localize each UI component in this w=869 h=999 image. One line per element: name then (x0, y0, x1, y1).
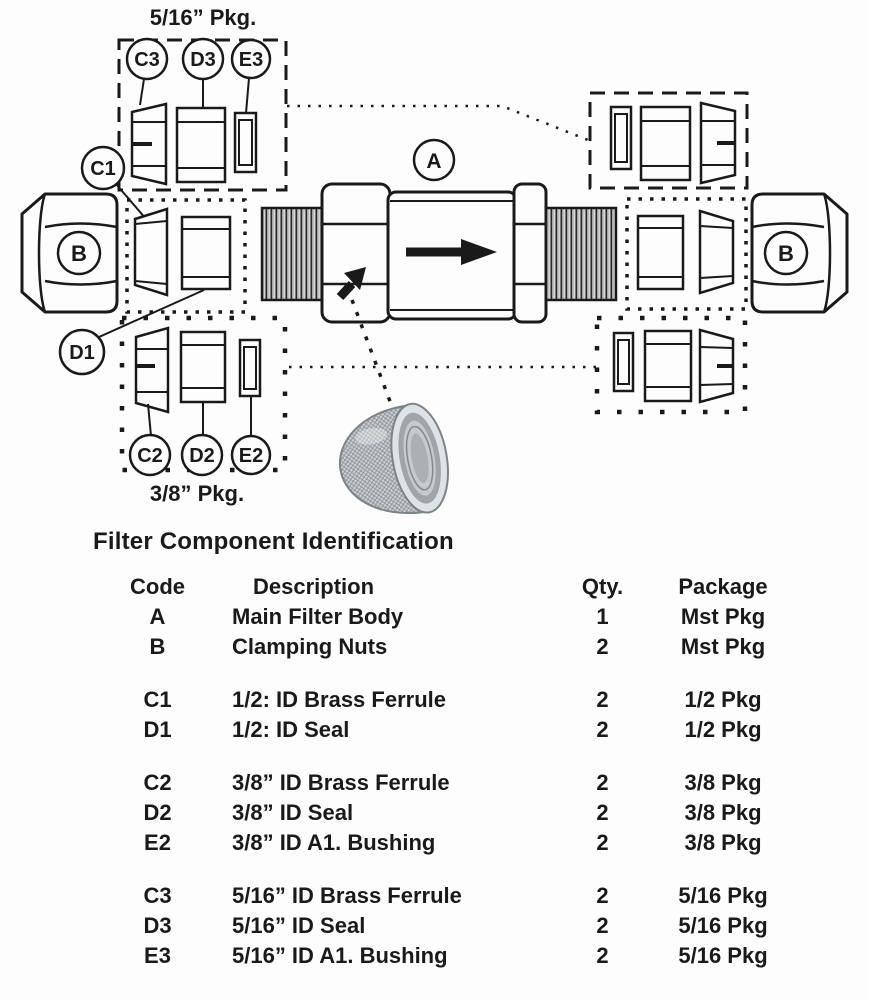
right-half-group (627, 199, 746, 309)
cell-package: 3/8 Pkg (684, 800, 762, 825)
table-row (120, 941, 869, 971)
cell-package: Mst Pkg (680, 604, 766, 629)
ferrule-right-top-drawing (701, 103, 735, 183)
cell-description: 1/2: ID Seal (232, 717, 350, 742)
cell-qty: 2 (596, 687, 609, 712)
seal-d2-drawing (181, 332, 225, 402)
table-row (120, 768, 869, 798)
cell-description: 3/8” ID A1. Bushing (232, 830, 436, 855)
right-clamping-nut-drawing (752, 194, 847, 312)
column-header-package: Package (678, 574, 768, 599)
cell-code: C3 (143, 883, 172, 908)
ferrule-right-mid-drawing (700, 211, 733, 293)
right-thread-drawing (546, 208, 616, 300)
ferrule-c1-drawing (135, 209, 167, 295)
cell-package: 5/16 Pkg (678, 913, 768, 938)
package-516-label: 5/16” Pkg. (149, 5, 257, 30)
callout-e2 (232, 397, 270, 474)
table-row (120, 602, 869, 632)
bushing-e2-drawing (240, 340, 260, 396)
main-filter-body-drawing (262, 140, 616, 404)
table-row (120, 715, 869, 745)
cell-qty: 2 (596, 770, 609, 795)
connector-516-dotted-line (287, 106, 588, 140)
cell-code: D1 (143, 717, 172, 742)
cell-package: Mst Pkg (680, 634, 766, 659)
bushing-right-bottom-drawing (614, 333, 633, 391)
cell-description: 5/16” ID Seal (232, 913, 366, 938)
cell-code: D3 (143, 913, 172, 938)
cell-description: 3/8” ID Brass Ferrule (232, 770, 450, 795)
callout-e3-label: E3 (238, 49, 264, 71)
table-row (120, 911, 869, 941)
callout-c3-label: C3 (134, 49, 160, 71)
callout-c2 (130, 404, 170, 475)
right-hex-drawing (514, 184, 546, 322)
callout-d1-label: D1 (69, 342, 95, 364)
table-row (120, 828, 869, 858)
callout-c2-label: C2 (137, 445, 163, 467)
cell-qty: 1 (596, 604, 609, 629)
cell-qty: 2 (596, 800, 609, 825)
cell-description: 1/2: ID Brass Ferrule (232, 687, 446, 712)
component-table-section (0, 528, 869, 971)
cell-qty: 2 (596, 913, 609, 938)
package-516-group (119, 5, 286, 190)
left-thread-drawing (262, 208, 322, 300)
bushing-e3-drawing (235, 113, 256, 172)
column-header-code: Code (130, 574, 185, 599)
column-header-qty: Qty. (581, 574, 624, 599)
ferrule-c2-drawing (136, 328, 168, 412)
cell-code: E2 (144, 830, 171, 855)
ferrule-right-bottom-drawing (700, 330, 733, 402)
callout-d3-label: D3 (190, 49, 216, 71)
right-nut-label: B (778, 241, 794, 266)
package-38-group (122, 318, 285, 506)
cell-package: 1/2 Pkg (684, 687, 762, 712)
seal-d1-drawing (182, 217, 230, 289)
cell-description: 5/16” ID Brass Ferrule (232, 883, 462, 908)
cell-package: 5/16 Pkg (678, 883, 768, 908)
seal-right-bottom-drawing (645, 331, 691, 401)
callout-d3 (183, 39, 223, 108)
table-group (0, 768, 869, 858)
right-516-group (590, 93, 747, 188)
callout-c1-label: C1 (90, 158, 116, 180)
cell-code: B (149, 634, 166, 659)
left-clamping-nut-drawing (22, 194, 117, 312)
left-nut-label: B (71, 241, 87, 266)
seal-right-top-drawing (641, 107, 690, 180)
table-row (120, 632, 869, 662)
table-group (0, 881, 869, 971)
cell-description: Main Filter Body (232, 604, 404, 629)
table-row (120, 685, 869, 715)
cell-package: 3/8 Pkg (684, 770, 762, 795)
cell-code: D2 (143, 800, 172, 825)
table-title: Filter Component Identification (93, 528, 454, 555)
table-header (120, 572, 869, 602)
right-38-group (597, 318, 745, 412)
cell-qty: 2 (596, 943, 609, 968)
callout-a (414, 140, 454, 180)
ferrule-c3-drawing (132, 104, 166, 184)
table-group (0, 685, 869, 745)
cell-qty: 2 (596, 830, 609, 855)
table-group (0, 602, 869, 662)
left-hex-drawing (322, 184, 390, 322)
callout-a-label: A (426, 150, 442, 173)
cell-qty: 2 (596, 634, 609, 659)
callout-d2 (182, 403, 222, 475)
table-row (120, 881, 869, 911)
cell-code: C2 (143, 770, 172, 795)
cell-description: 3/8” ID Seal (232, 800, 354, 825)
cell-package: 5/16 Pkg (678, 943, 768, 968)
bushing-right-top-drawing (611, 107, 631, 169)
cell-code: A (149, 604, 166, 629)
table-row (120, 798, 869, 828)
callout-e2-label: E2 (238, 445, 264, 467)
seal-right-mid-drawing (638, 216, 683, 289)
seal-d3-drawing (177, 108, 225, 182)
callout-c3 (127, 39, 167, 105)
cell-description: Clamping Nuts (232, 634, 388, 659)
callout-e3 (232, 40, 270, 113)
cell-qty: 2 (596, 883, 609, 908)
package-38-label: 3/8” Pkg. (149, 481, 245, 506)
table-body (0, 602, 869, 971)
cell-package: 3/8 Pkg (684, 830, 762, 855)
callout-d2-label: D2 (189, 445, 215, 467)
cell-code: E3 (144, 943, 171, 968)
mesh-screen-photo (331, 399, 455, 524)
column-header-description: Description (253, 574, 375, 599)
cell-description: 5/16” ID A1. Bushing (232, 943, 448, 968)
cell-qty: 2 (596, 717, 609, 742)
cell-package: 1/2 Pkg (684, 717, 762, 742)
cell-code: C1 (143, 687, 172, 712)
